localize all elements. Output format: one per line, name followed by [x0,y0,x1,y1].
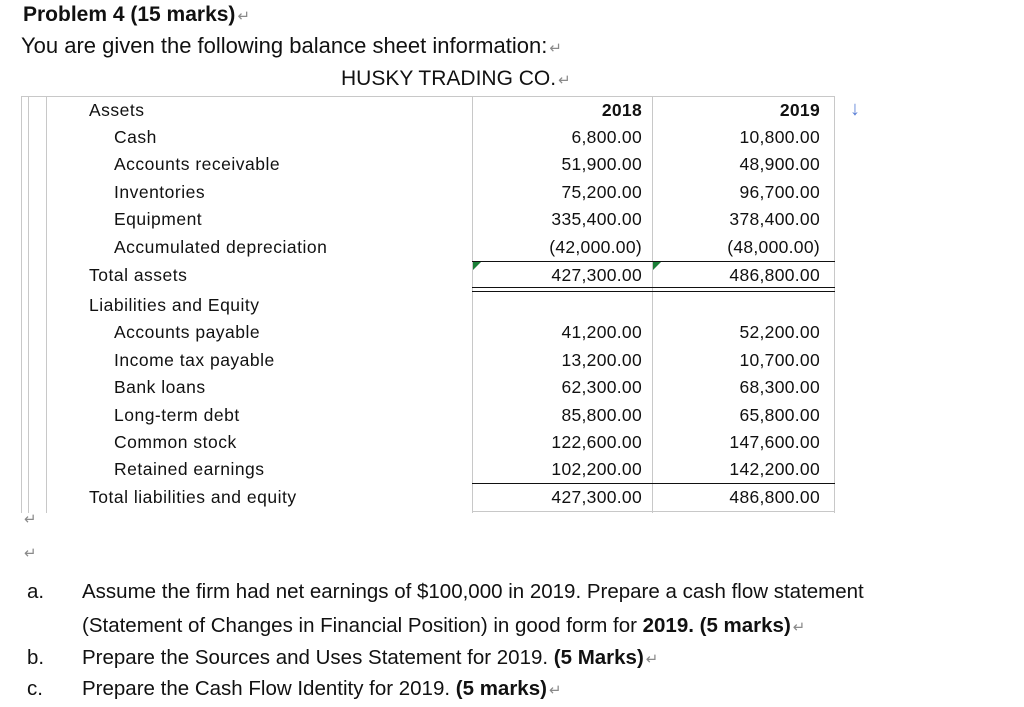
table-row [22,235,835,262]
value-2018: 41,200.00 [561,322,642,342]
question-a-line1: Assume the firm had net earnings of $100,000 in 2019. Prepare a cash flow statement [82,580,864,603]
paragraph-mark-icon: ↵ [237,8,251,25]
row-label: Income tax payable [114,350,275,370]
table-row [22,180,835,207]
down-arrow-icon: ↓ [850,98,860,120]
value-2018: 75,200.00 [561,182,642,202]
company-name-text: HUSKY TRADING CO. [341,67,557,90]
value-2018: 102,200.00 [551,459,642,479]
total-liabilities-row [22,485,835,512]
value-2018: 122,600.00 [551,432,642,452]
row-label: Retained earnings [114,459,265,479]
value-2019: 52,200.00 [739,322,820,342]
intro-text-content: You are given the following balance sheet information: [21,33,548,58]
value-2019: 142,200.00 [729,459,820,479]
double-underline [472,287,835,292]
year-2019-header: 2019 [779,100,820,120]
question-b-text [82,642,658,676]
paragraph-mark-icon: ↵ [549,40,562,57]
table-bottom-line [472,511,835,512]
question-a-line2 [82,610,805,644]
row-label: Total assets [89,265,188,285]
row-label: Accumulated depreciation [114,237,328,257]
value-2019: 68,300.00 [739,377,820,397]
row-label: Bank loans [114,377,206,397]
table-row [22,125,835,152]
paragraph-mark-icon: ↵ [24,545,37,562]
value-2018: 13,200.00 [561,350,642,370]
row-label: Long-term debt [114,405,240,425]
company-name [341,67,571,91]
paragraph-mark-icon: ↵ [645,651,659,668]
question-marks: (5 Marks) [553,646,644,669]
balance-sheet-table [21,96,835,513]
paragraph-mark-icon: ↵ [558,72,571,89]
value-2018: 427,300.00 [551,487,642,507]
value-2019: 147,600.00 [729,432,820,452]
table-row [22,430,835,457]
value-2018: 6,800.00 [571,127,642,147]
value-2019: 48,900.00 [739,154,820,174]
table-row [22,320,835,347]
row-label: Inventories [114,182,206,202]
header-row [22,98,835,125]
subtotal-line [472,483,835,484]
question-marks: (5 marks) [455,677,547,700]
row-label: Common stock [114,432,237,452]
liabilities-heading: Liabilities and Equity [89,295,260,315]
value-2019: 486,800.00 [729,265,820,285]
table-row [22,375,835,402]
value-2018: 85,800.00 [561,405,642,425]
paragraph-mark-icon: ↵ [792,619,806,636]
question-marker: c. [27,677,43,700]
intro-text [21,33,562,59]
error-indicator-icon [653,262,661,270]
paragraph-mark-icon: ↵ [548,682,562,699]
value-2019: 486,800.00 [729,487,820,507]
question-text: Prepare the Sources and Uses Statement for 2019. [82,646,554,669]
question-marker: a. [27,580,45,603]
value-2018: 62,300.00 [561,377,642,397]
liabilities-heading-row [22,293,835,320]
row-label: Cash [114,127,157,147]
question-text: Prepare the Cash Flow Identity for 2019. [82,677,456,700]
question-marker: b. [27,646,45,669]
year-2018-header: 2018 [601,100,642,120]
table-row [22,457,835,484]
row-label: Accounts receivable [114,154,281,174]
assets-heading: Assets [89,100,145,120]
value-2018: 427,300.00 [551,265,642,285]
row-label: Total liabilities and equity [89,487,297,507]
value-2019: 10,800.00 [739,127,820,147]
table-row [22,403,835,430]
table-row [22,348,835,375]
value-2019: 10,700.00 [739,350,820,370]
problem-title [23,3,250,27]
value-2018: 335,400.00 [551,209,642,229]
problem-title-text: Problem 4 (15 marks) [23,3,236,26]
value-2019: (48,000.00) [727,237,820,257]
paragraph-mark-icon: ↵ [24,511,37,528]
value-2019: 378,400.00 [729,209,820,229]
value-2018: (42,000.00) [549,237,642,257]
row-label: Equipment [114,209,203,229]
question-text: (Statement of Changes in Financial Position) in good form for [82,614,643,637]
question-c-text [82,673,562,707]
total-assets-row [22,263,835,290]
row-label: Accounts payable [114,322,261,342]
table-row [22,207,835,234]
value-2018: 51,900.00 [561,154,642,174]
table-row [22,152,835,179]
value-2019: 96,700.00 [739,182,820,202]
question-marks: 2019. (5 marks) [642,614,791,637]
value-2019: 65,800.00 [739,405,820,425]
error-indicator-icon [473,262,481,270]
